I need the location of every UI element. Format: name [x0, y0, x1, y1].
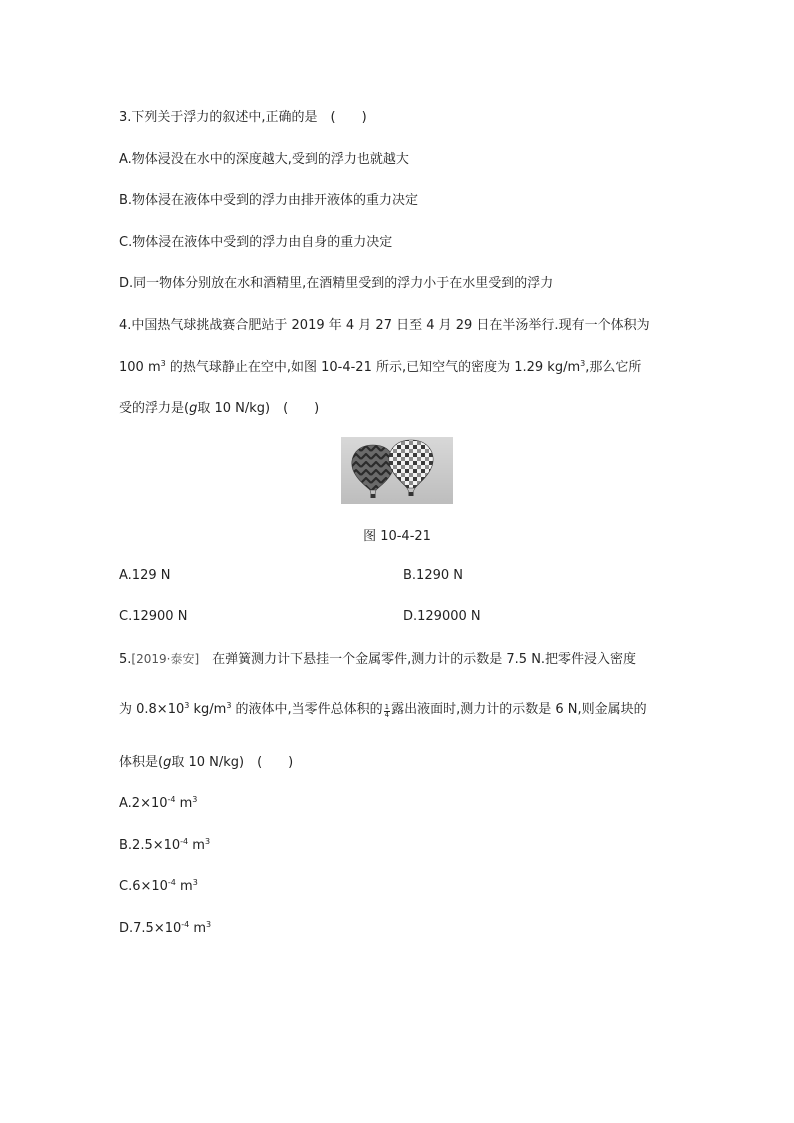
fraction-one-quarter: $\frac{1}{4}$: [384, 703, 390, 719]
hot-air-balloon-photo: [341, 437, 453, 504]
q5-source-tag: [2019·泰安]: [131, 652, 200, 666]
q5-option-c: $C.6\times 10^{-4}$ $m^3$: [119, 878, 198, 894]
q5-stem-line2: 为 $0.8\times 10^3$ $kg/m^3$ 的液体中,当零件总体积的 $\frac{1}{4}$ 露出液面时,测力计的示数是 6 N,则金属块的: [119, 701, 647, 719]
q3-stem: 3.下列关于浮力的叙述中,正确的是 ( ): [119, 110, 367, 125]
q3-option-b: B.物体浸在液体中受到的浮力由排开液体的重力决定: [119, 193, 419, 208]
q3-option-d: D.同一物体分别放在水和酒精里,在酒精里受到的浮力小于在水里受到的浮力: [119, 276, 554, 291]
q4-stem-line3: 受的浮力是(g取 10 N/kg) ( ): [119, 401, 320, 416]
figure-caption: 图 10-4-21: [363, 529, 431, 544]
q4-option-c: C.12900 N: [119, 609, 188, 624]
q5-option-a: $A.2\times 10^{-4}$ $m^3$: [119, 795, 198, 811]
q5-option-b: $B.2.5\times 10^{-4}$ $m^3$: [119, 837, 211, 853]
q4-option-a: A.129 N: [119, 568, 171, 583]
q4-stem-line1: 4.中国热气球挑战赛合肥站于 2019 年 4 月 27 日至 4 月 29 日在半汤举行.现有一个体积为: [119, 318, 650, 333]
q4-option-b: B.1290 N: [403, 568, 463, 583]
q3-option-a: A.物体浸没在水中的深度越大,受到的浮力也就越大: [119, 152, 409, 167]
q5-stem-line1: 5.[2019·泰安] 在弹簧测力计下悬挂一个金属零件,测力计的示数是 7.5 N.把零件浸入密度: [119, 652, 637, 667]
q3-option-c: C.物体浸在液体中受到的浮力由自身的重力决定: [119, 235, 393, 250]
q4-option-d: D.129000 N: [403, 609, 481, 624]
q4-stem-line2: 100 $m^3$ 的热气球静止在空中,如图 10-4-21 所示,已知空气的密度为 1.29 $kg/m^3$,那么它所: [119, 359, 642, 375]
q5-option-d: $D.7.5\times 10^{-4}$ $m^3$: [119, 920, 212, 936]
q5-stem-line3: 体积是(g取 10 N/kg) ( ): [119, 755, 294, 770]
